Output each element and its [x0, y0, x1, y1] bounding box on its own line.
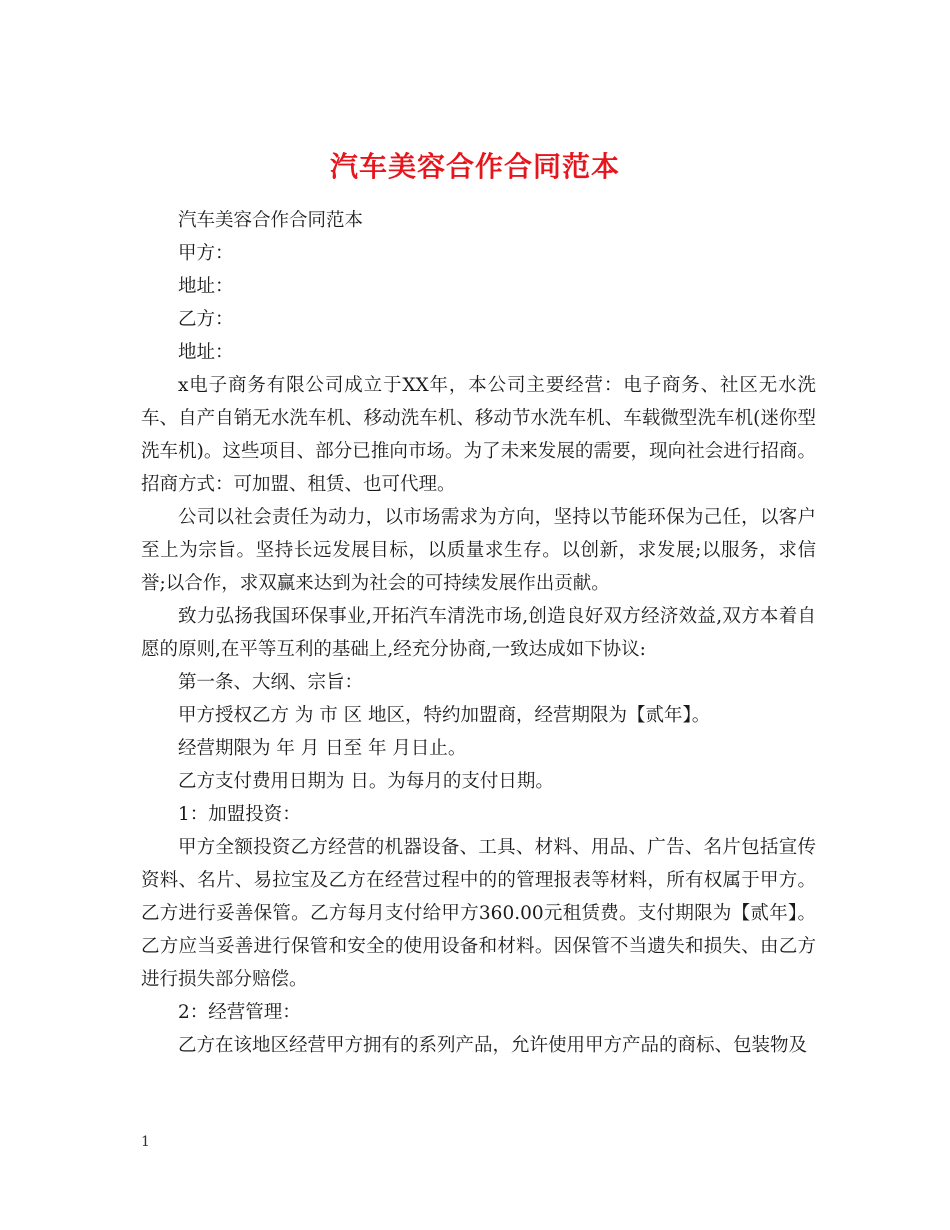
paragraph-investment-details: 甲方全额投资乙方经营的机器设备、工具、材料、用品、广告、名片包括宣传资料、名片、易拉宝及乙方在经营过程中的的管理报表等材料，所有权属于甲方。乙方进行妥善保管。乙方每月支付给甲方360.00元租赁费。支付期限为【贰年】。乙方应当妥善进行保管和安全的使用设备和材料。因保管不当遗失和损失、由乙方进行损失部分赔偿。 [141, 837, 816, 990]
paragraph-authorization: 甲方授权乙方 为 市 区 地区，特约加盟商，经营期限为【贰年】。 [178, 705, 711, 726]
document-body [141, 204, 816, 1062]
paragraph-section-investment: 1：加盟投资： [178, 804, 301, 825]
paragraph-address-a: 地址： [178, 276, 234, 297]
document-title: 汽车美容合作合同范本 [329, 149, 620, 183]
paragraph-address-b: 地址： [178, 342, 234, 363]
paragraph-party-b: 乙方： [178, 309, 234, 330]
paragraph-company-intro: x电子商务有限公司成立于XX年，本公司主要经营：电子商务、社区无水洗车、自产自销无水洗车机、移动洗车机、移动节水洗车机、车载微型洗车机(迷你型洗车机)。这些项目、部分已推向市场。为了未来发展的需要，现向社会进行招商。招商方式：可加盟、租赁、也可代理。 [141, 375, 816, 495]
paragraph-payment-date: 乙方支付费用日期为 日。为每月的支付日期。 [178, 771, 554, 792]
paragraph-section-management: 2：经营管理： [178, 1002, 301, 1023]
paragraph-company-mission: 公司以社会责任为动力，以市场需求为方向，坚持以节能环保为己任，以客户至上为宗旨。坚持长远发展目标，以质量求生存。以创新，求发展;以服务，求信誉;以合作，求双赢来达到为社会的可持续发展作出贡献。 [141, 507, 816, 594]
paragraph-subtitle: 汽车美容合作合同范本 [178, 210, 364, 231]
paragraph-management-details: 乙方在该地区经营甲方拥有的系列产品，允许使用甲方产品的商标、包装物及 [178, 1035, 808, 1056]
paragraph-agreement-intro: 致力弘扬我国环保事业,开拓汽车清洗市场,创造良好双方经济效益,双方本着自愿的原则,在平等互利的基础上,经充分协商,一致达成如下协议: [141, 606, 816, 660]
page-number: 1 [141, 1134, 150, 1150]
paragraph-term-dates: 经营期限为 年 月 日至 年 月日止。 [178, 738, 467, 759]
paragraph-article-one: 第一条、大纲、宗旨： [178, 672, 364, 693]
paragraph-party-a: 甲方： [178, 243, 234, 264]
